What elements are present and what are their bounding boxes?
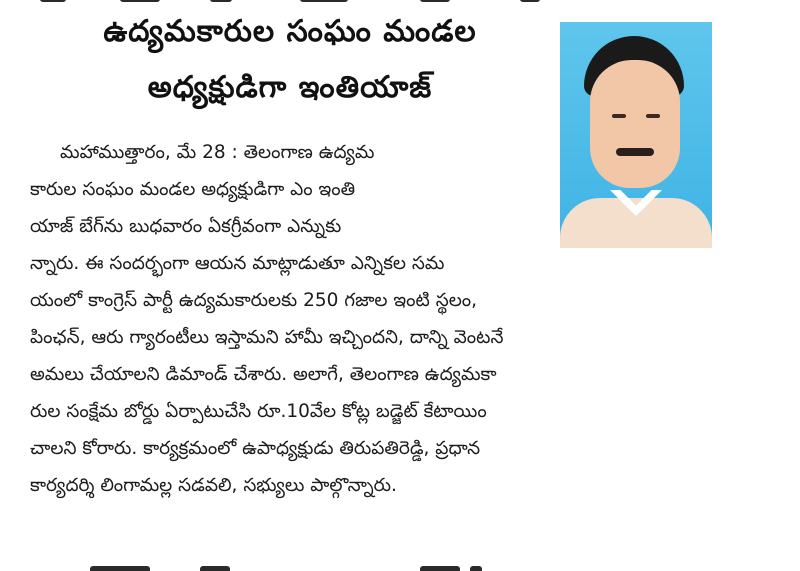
face-shape xyxy=(590,60,680,188)
body-line: మహాముత్తారం, మే 28 : తెలంగాణ ఉద్యమ xyxy=(60,142,375,163)
shirt-shape xyxy=(560,198,712,248)
mustache-shape xyxy=(616,148,654,156)
body-line: కారుల సంఘం మండల అధ్యక్షుడిగా ఎం ఇంతి xyxy=(30,179,356,200)
clipped-previous-text xyxy=(0,0,800,10)
clipped-next-text xyxy=(0,562,800,571)
body-line: రుల సంక్షేమ బోర్డు ఏర్పాటుచేసి రూ.10వేల కోట్ల బడ్జెట్ కేటాయిం xyxy=(30,401,487,422)
headline-line-2: అధ్యక్షుడిగా ఇంతియాజ్ xyxy=(147,70,433,105)
body-line: పింఛన్, ఆరు గ్యారంటీలు ఇస్తామని హామీ ఇచ్చిందని, దాన్ని వెంటనే xyxy=(30,327,504,348)
body-line: కార్యదర్శి లింగామల్ల సడవలి, సభ్యులు పాల్గొన్నారు. xyxy=(30,475,397,496)
body-line: చాలని కోరారు. కార్యక్రమంలో ఉపాధ్యక్షుడు తిరుపతిరెడ్డి, ప్రధాన xyxy=(30,438,481,459)
right-eye xyxy=(646,114,660,118)
body-line: యాజ్ బేగ్‌ను బుధవారం ఏకగ్రీవంగా ఎన్నుకు xyxy=(30,216,342,237)
body-line: యంలో కాంగ్రెస్ పార్టీ ఉద్యమకారులకు 250 గజాల ఇంటి స్థలం, xyxy=(30,290,478,311)
left-eye xyxy=(612,114,626,118)
body-line: న్నారు. ఈ సందర్భంగా ఆయన మాట్లాడుతూ ఎన్నికల సమ xyxy=(30,253,445,274)
body-line: అమలు చేయాలని డిమాండ్ చేశారు. అలాగే, తెలంగాణ ఉద్యమకా xyxy=(30,364,497,385)
article-body xyxy=(30,134,504,504)
portrait-photo xyxy=(560,22,712,248)
headline-line-1: ఉద్యమకారుల సంఘం మండల xyxy=(103,14,477,49)
